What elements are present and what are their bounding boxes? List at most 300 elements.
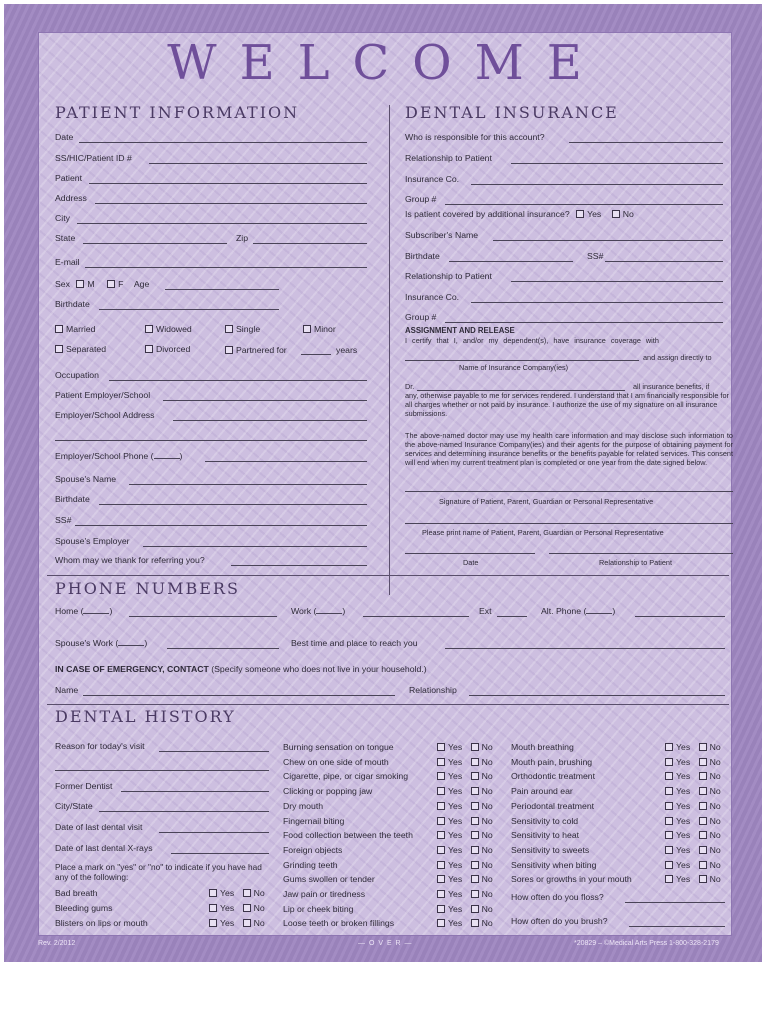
divorced-label: Divorced	[156, 344, 191, 354]
emergency-name-label: Name	[55, 685, 79, 695]
right-item: Sensitivity to cold	[511, 815, 579, 826]
home-phone-label: Home (	[55, 606, 84, 616]
birthdate-label: Birthdate	[55, 299, 90, 309]
no-checkbox[interactable]	[699, 772, 707, 780]
mid-yes-no	[437, 801, 493, 812]
email-label: E-mail	[55, 257, 80, 267]
best-time-field[interactable]	[445, 648, 725, 649]
right-yes-no	[665, 860, 721, 871]
no-checkbox[interactable]	[699, 875, 707, 883]
partnered-checkbox[interactable]	[225, 346, 233, 354]
mid-yes-no	[437, 742, 493, 753]
emergency-relationship-label: Relationship	[409, 685, 457, 695]
alt-phone-row	[541, 606, 615, 617]
no-checkbox[interactable]	[471, 817, 479, 825]
phone-heading: PHONE NUMBERS	[55, 579, 240, 598]
yes-label: Yes	[676, 830, 691, 841]
no-label: No	[481, 859, 493, 870]
floss-label: How often do you floss?	[511, 892, 604, 902]
assignment-title: ASSIGNMENT AND RELEASE	[405, 326, 515, 335]
no-label: No	[253, 918, 265, 928]
left-yes-no	[209, 918, 265, 929]
divorced-option[interactable]	[145, 344, 190, 355]
spouse-work-field[interactable]	[167, 648, 279, 649]
emergency-relationship-field[interactable]	[469, 695, 725, 696]
mid-item: Burning sensation on tongue	[283, 742, 394, 752]
referral-field[interactable]	[231, 565, 367, 566]
yes-checkbox[interactable]	[209, 919, 217, 927]
separated-option[interactable]	[55, 344, 106, 355]
history-instructions: Place a mark on "yes" or "no" to indicate if you have had any of the following:	[55, 862, 262, 882]
work-phone-field[interactable]	[363, 616, 469, 617]
signature-caption: Signature of Patient, Parent, Guardian or Personal Representative	[439, 497, 654, 506]
yes-label: Yes	[448, 800, 463, 811]
relationship-field[interactable]	[511, 163, 723, 164]
home-area-field[interactable]	[83, 613, 109, 614]
employer-label: Patient Employer/School	[55, 390, 151, 400]
employer-phone-area-field[interactable]	[154, 458, 180, 459]
no-label: No	[481, 903, 493, 914]
spouse-work-area-field[interactable]	[118, 645, 144, 646]
last-visit-label: Date of last dental visit	[55, 822, 143, 832]
additional-no-checkbox[interactable]	[612, 210, 620, 218]
citystate-field[interactable]	[99, 811, 269, 812]
minor-option[interactable]	[303, 324, 336, 335]
occupation-field[interactable]	[109, 380, 367, 381]
age-label: Age	[133, 279, 150, 289]
yes-checkbox[interactable]	[665, 831, 673, 839]
no-checkbox[interactable]	[471, 861, 479, 869]
yes-checkbox[interactable]	[437, 919, 445, 927]
no-checkbox[interactable]	[471, 875, 479, 883]
relationship2-label: Relationship to Patient	[405, 271, 492, 281]
separated-label: Separated	[66, 344, 107, 354]
no-checkbox[interactable]	[699, 802, 707, 810]
date-field[interactable]	[79, 142, 367, 143]
no-checkbox[interactable]	[699, 817, 707, 825]
yes-label: Yes	[448, 889, 463, 899]
no-label: No	[709, 859, 721, 870]
right-item: Sores or growths in your mouth	[511, 874, 632, 885]
mid-yes-no	[437, 845, 493, 856]
no-label: No	[481, 742, 493, 752]
page-title: WELCOME	[167, 35, 605, 91]
mid-item: Chew on one side of mouth	[283, 756, 389, 767]
right-yes-no	[665, 742, 721, 753]
widowed-label: Widowed	[156, 324, 192, 334]
yes-checkbox[interactable]	[437, 787, 445, 795]
no-checkbox[interactable]	[243, 904, 251, 912]
brush-label: How often do you brush?	[511, 916, 608, 926]
spouse-birthdate-field[interactable]	[99, 504, 367, 505]
yes-label: Yes	[676, 874, 691, 885]
minor-checkbox[interactable]	[303, 325, 311, 333]
over-text: — O V E R —	[358, 940, 413, 947]
phone-divider	[47, 575, 729, 576]
ext-label: Ext	[479, 606, 492, 616]
yes-checkbox[interactable]	[437, 758, 445, 766]
sub-birthdate-field[interactable]	[449, 261, 573, 262]
right-yes-no	[665, 816, 721, 827]
no-label: No	[481, 771, 493, 782]
emergency-title: IN CASE OF EMERGENCY, CONTACT	[55, 664, 209, 674]
partnered-option[interactable]	[225, 345, 287, 356]
group-label: Group #	[405, 194, 437, 204]
dental-insurance-heading: DENTAL INSURANCE	[405, 103, 619, 122]
occupation-label: Occupation	[55, 370, 99, 380]
yes-label: Yes	[448, 830, 463, 841]
divorced-checkbox[interactable]	[145, 345, 153, 353]
no-label: No	[253, 903, 265, 913]
sign-relationship-caption: Relationship to Patient	[599, 558, 673, 567]
group2-field[interactable]	[445, 322, 723, 323]
no-checkbox[interactable]	[471, 905, 479, 913]
last-visit-field[interactable]	[159, 832, 269, 833]
insurance-co2-label: Insurance Co.	[405, 292, 460, 302]
no-checkbox[interactable]	[471, 743, 479, 751]
no-label: No	[481, 815, 493, 826]
married-checkbox[interactable]	[55, 325, 63, 333]
spouse-employer-label: Spouse's Employer	[55, 536, 130, 546]
separated-checkbox[interactable]	[55, 345, 63, 353]
no-label: No	[481, 800, 493, 811]
yes-checkbox[interactable]	[437, 802, 445, 810]
reason-label: Reason for today's visit	[55, 741, 145, 751]
print-name-field[interactable]	[405, 523, 733, 524]
assignment-text-1: I certify that I, and/or my dependent(s), have insurance coverage with	[405, 336, 659, 345]
former-dentist-label: Former Dentist	[55, 781, 113, 791]
no-label: No	[481, 874, 493, 885]
patient-label: Patient	[55, 173, 83, 183]
spouse-ss-field[interactable]	[75, 525, 367, 526]
yes-label: Yes	[448, 756, 463, 767]
no-checkbox[interactable]	[471, 772, 479, 780]
yes-checkbox[interactable]	[665, 743, 673, 751]
emergency-row	[55, 664, 427, 675]
subscriber-label: Subscriber's Name	[405, 230, 479, 240]
responsible-field[interactable]	[569, 142, 723, 143]
no-label: No	[709, 771, 721, 782]
form-panel	[38, 32, 732, 936]
yes-label: Yes	[676, 859, 691, 870]
yes-label: Yes	[676, 815, 691, 826]
right-item: Sensitivity when biting	[511, 859, 597, 870]
right-item: Sensitivity to heat	[511, 830, 580, 841]
left-yes-no	[209, 888, 265, 899]
sub-ss-field[interactable]	[605, 261, 723, 262]
yes-checkbox[interactable]	[437, 890, 445, 898]
yes-checkbox[interactable]	[437, 817, 445, 825]
right-item: Mouth pain, brushing	[511, 756, 593, 767]
yes-label: Yes	[448, 874, 463, 885]
no-checkbox[interactable]	[699, 743, 707, 751]
dr-label: Dr.	[405, 382, 415, 391]
yes-label: Yes	[676, 800, 691, 811]
former-dentist-field[interactable]	[121, 791, 269, 792]
mid-yes-no	[437, 889, 493, 900]
yes-label: Yes	[220, 888, 235, 898]
partnered-years-field[interactable]	[301, 354, 331, 355]
employer-address-label: Employer/School Address	[55, 410, 155, 420]
signature-field[interactable]	[405, 491, 733, 492]
zip-label: Zip	[236, 233, 249, 243]
additional-yes-checkbox[interactable]	[576, 210, 584, 218]
no-checkbox[interactable]	[471, 846, 479, 854]
widowed-option[interactable]	[145, 324, 192, 335]
address-label: Address	[55, 193, 87, 203]
no-label: No	[709, 756, 721, 767]
right-yes-no	[665, 830, 721, 841]
yes-label: Yes	[676, 742, 691, 752]
referral-label: Whom may we thank for referring you?	[55, 555, 205, 565]
spouse-ss-label: SS#	[55, 515, 72, 525]
employer-phone-label: Employer/School Phone (	[55, 451, 154, 461]
left-item: Bleeding gums	[55, 903, 113, 913]
yes-label: Yes	[448, 844, 463, 855]
history-divider	[47, 704, 729, 705]
alt-area-field[interactable]	[586, 613, 612, 614]
yes-checkbox[interactable]	[437, 831, 445, 839]
married-option[interactable]	[55, 324, 95, 335]
mid-item: Loose teeth or broken fillings	[283, 918, 395, 929]
no-label: No	[709, 874, 721, 885]
no-label: No	[481, 889, 493, 899]
right-yes-no	[665, 757, 721, 768]
mid-yes-no	[437, 771, 493, 782]
mid-item: Clicking or popping jaw	[283, 786, 373, 797]
right-item: Pain around ear	[511, 786, 573, 797]
no-checkbox[interactable]	[243, 919, 251, 927]
no-checkbox[interactable]	[699, 787, 707, 795]
emergency-name-field[interactable]	[83, 695, 395, 696]
spouse-name-label: Spouse's Name	[55, 474, 117, 484]
married-label: Married	[66, 324, 96, 334]
column-divider	[389, 105, 390, 595]
responsible-label: Who is responsible for this account?	[405, 132, 545, 142]
yes-checkbox[interactable]	[665, 787, 673, 795]
right-item: Sensitivity to sweets	[511, 844, 590, 855]
right-item: Periodontal treatment	[511, 800, 595, 811]
no-checkbox[interactable]	[699, 861, 707, 869]
yes-label: Yes	[676, 771, 691, 782]
yes-checkbox[interactable]	[665, 846, 673, 854]
state-field[interactable]	[83, 243, 227, 244]
emergency-note: (Specify someone who does not live in your household.)	[211, 664, 427, 674]
mid-yes-no	[437, 786, 493, 797]
insurance-company-name-field[interactable]	[405, 360, 639, 361]
yes-checkbox[interactable]	[437, 861, 445, 869]
yes-checkbox[interactable]	[209, 904, 217, 912]
email-field[interactable]	[85, 267, 367, 268]
no-label: No	[481, 830, 493, 841]
sub-ss-label: SS#	[587, 251, 604, 261]
mid-yes-no	[437, 860, 493, 871]
assignment-text-4: any, otherwise payable to me for services rendered. I understand that I am financially responsible for all charges whether or not paid by insurance. I authorize the use of my signature on all insurance submissions.	[405, 391, 729, 418]
no-label: No	[709, 800, 721, 811]
patient-name-field[interactable]	[89, 183, 367, 184]
yes-checkbox[interactable]	[665, 772, 673, 780]
city-field[interactable]	[77, 223, 367, 224]
yes-checkbox[interactable]	[437, 875, 445, 883]
insurance-company-caption: Name of Insurance Company(ies)	[459, 363, 569, 372]
yes-label: Yes	[448, 742, 463, 752]
sign-date-field[interactable]	[405, 553, 535, 554]
sex-m-checkbox[interactable]	[76, 280, 84, 288]
yes-checkbox[interactable]	[437, 905, 445, 913]
no-label: No	[709, 815, 721, 826]
right-yes-no	[665, 771, 721, 782]
yes-label: Yes	[220, 903, 235, 913]
no-label: No	[709, 742, 721, 752]
right-yes-no	[665, 786, 721, 797]
no-label: No	[253, 888, 265, 898]
zip-field[interactable]	[253, 243, 367, 244]
ssn-field[interactable]	[149, 163, 367, 164]
mid-yes-no	[437, 757, 493, 768]
yes-checkbox[interactable]	[437, 846, 445, 854]
left-yes-no	[209, 903, 265, 914]
yes-label: Yes	[448, 903, 463, 914]
sign-relationship-field[interactable]	[549, 553, 733, 554]
single-checkbox[interactable]	[225, 325, 233, 333]
no-checkbox[interactable]	[471, 787, 479, 795]
group2-label: Group #	[405, 312, 437, 322]
no-checkbox[interactable]	[699, 846, 707, 854]
yes-checkbox[interactable]	[665, 758, 673, 766]
mid-yes-no	[437, 816, 493, 827]
mid-item: Dry mouth	[283, 800, 324, 811]
spouse-work-close: )	[144, 638, 148, 648]
left-item: Bad breath	[55, 888, 98, 898]
group-field[interactable]	[445, 204, 723, 205]
yes-label: Yes	[448, 786, 463, 797]
employer-address-field-2[interactable]	[55, 440, 367, 441]
no-checkbox[interactable]	[471, 831, 479, 839]
relationship-label: Relationship to Patient	[405, 153, 492, 163]
spouse-birthdate-label: Birthdate	[55, 494, 90, 504]
city-label: City	[55, 213, 70, 223]
spouse-employer-field[interactable]	[143, 546, 367, 547]
alt-phone-field[interactable]	[635, 616, 725, 617]
reason-field-2[interactable]	[55, 770, 269, 771]
years-label: years	[336, 345, 358, 355]
subscriber-field[interactable]	[493, 240, 723, 241]
yes-checkbox[interactable]	[665, 875, 673, 883]
employer-address-field[interactable]	[173, 420, 367, 421]
sex-f-checkbox[interactable]	[107, 280, 115, 288]
widowed-checkbox[interactable]	[145, 325, 153, 333]
no-checkbox[interactable]	[699, 758, 707, 766]
yes-checkbox[interactable]	[209, 889, 217, 897]
spouse-name-field[interactable]	[129, 484, 367, 485]
right-yes-no	[665, 845, 721, 856]
no-label: No	[709, 786, 721, 797]
date-label: Date	[55, 132, 74, 142]
yes-checkbox[interactable]	[437, 743, 445, 751]
yes-checkbox[interactable]	[665, 817, 673, 825]
no-checkbox[interactable]	[243, 889, 251, 897]
ext-field[interactable]	[497, 616, 527, 617]
yes-checkbox[interactable]	[437, 772, 445, 780]
no-checkbox[interactable]	[471, 890, 479, 898]
home-phone-row	[55, 606, 112, 617]
state-label: State	[55, 233, 76, 243]
single-option[interactable]	[225, 324, 260, 335]
relationship2-field[interactable]	[511, 281, 723, 282]
mid-item: Jaw pain or tiredness	[283, 889, 366, 899]
patient-info-heading: PATIENT INFORMATION	[55, 103, 300, 122]
brush-field[interactable]	[629, 926, 725, 927]
birthdate-field[interactable]	[99, 309, 279, 310]
floss-field[interactable]	[625, 902, 725, 903]
right-yes-no	[665, 801, 721, 812]
last-xray-label: Date of last dental X-rays	[55, 843, 153, 853]
mid-item: Fingernail biting	[283, 815, 345, 826]
mid-yes-no	[437, 918, 493, 929]
no-label: No	[709, 830, 721, 841]
employer-field[interactable]	[163, 400, 367, 401]
yes-label: Yes	[676, 786, 691, 797]
mid-item: Cigarette, pipe, or cigar smoking	[283, 771, 409, 782]
yes-label: Yes	[448, 771, 463, 782]
home-phone-field[interactable]	[129, 616, 277, 617]
home-close: )	[109, 606, 113, 616]
age-field[interactable]	[165, 289, 279, 290]
address-field[interactable]	[95, 203, 367, 204]
reason-field[interactable]	[159, 751, 269, 752]
form-background	[4, 4, 762, 962]
yes-checkbox[interactable]	[665, 802, 673, 810]
last-xray-field[interactable]	[171, 853, 269, 854]
insurance-co-field[interactable]	[471, 184, 723, 185]
revision-text: Rev. 2/2012	[38, 940, 76, 947]
work-phone-row	[291, 606, 345, 617]
additional-yes-label: Yes	[587, 209, 602, 219]
yes-checkbox[interactable]	[665, 861, 673, 869]
no-label: No	[481, 918, 493, 929]
alt-close: )	[612, 606, 616, 616]
partnered-label: Partnered for	[236, 345, 287, 355]
ssn-label: SS/HIC/Patient ID #	[55, 153, 132, 163]
spouse-work-row	[55, 638, 147, 649]
mid-item: Foreign objects	[283, 844, 343, 855]
mid-yes-no	[437, 904, 493, 915]
insurance-co2-field[interactable]	[471, 302, 723, 303]
employer-phone-field[interactable]	[205, 461, 367, 462]
no-checkbox[interactable]	[699, 831, 707, 839]
publisher-text: *20829 – ©Medical Arts Press 1-800-328-2179	[574, 940, 719, 947]
yes-label: Yes	[448, 859, 463, 870]
additional-no-label: No	[622, 209, 634, 219]
footer	[38, 940, 732, 954]
no-label: No	[481, 786, 493, 797]
no-checkbox[interactable]	[471, 802, 479, 810]
yes-label: Yes	[676, 756, 691, 767]
no-checkbox[interactable]	[471, 758, 479, 766]
work-area-field[interactable]	[316, 613, 342, 614]
no-label: No	[709, 844, 721, 855]
spouse-work-label: Spouse's Work (	[55, 638, 119, 648]
yes-label: Yes	[448, 815, 463, 826]
insurance-co-label: Insurance Co.	[405, 174, 460, 184]
sex-row	[55, 279, 149, 290]
no-checkbox[interactable]	[471, 919, 479, 927]
mid-item: Food collection between the teeth	[283, 830, 413, 841]
employer-phone-close: )	[179, 451, 183, 461]
mid-yes-no	[437, 830, 493, 841]
no-label: No	[481, 844, 493, 855]
right-yes-no	[665, 874, 721, 885]
